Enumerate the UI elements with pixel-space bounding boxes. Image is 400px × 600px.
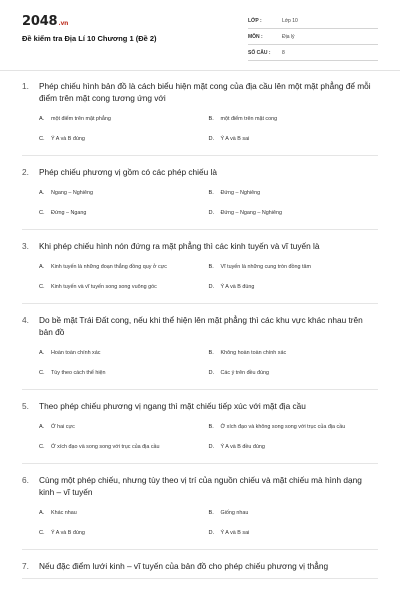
info-row: [248, 29, 378, 45]
option-text: Ý A và B đúng: [51, 136, 85, 142]
option-text: Vĩ tuyến là những cung tròn đồng tâm: [220, 264, 312, 270]
site-logo[interactable]: [22, 14, 68, 29]
question-text: [22, 560, 378, 572]
option-text: một điểm trên mặt cong: [220, 116, 278, 122]
question-item: [22, 400, 378, 464]
option-letter: B.: [208, 510, 214, 516]
option-letter: C.: [39, 136, 45, 142]
option-letter: B.: [208, 116, 214, 122]
question-number: 3.: [22, 241, 29, 251]
option-letter: D.: [208, 210, 215, 216]
answer-option[interactable]: [39, 183, 209, 203]
option-letter: A.: [39, 116, 45, 122]
option-text: Kinh tuyến là những đoạn thẳng đồng quy ở cực: [51, 264, 167, 270]
info-value: Lớp 10: [282, 17, 298, 24]
question-text: [22, 400, 378, 412]
answer-option[interactable]: [209, 277, 379, 297]
question-item: [22, 314, 378, 390]
answer-option[interactable]: [209, 503, 379, 523]
answer-option[interactable]: [209, 437, 379, 457]
option-text: Đứng – Ngang: [51, 210, 87, 216]
option-text: Ý A và B sai: [220, 530, 250, 536]
question-body: Khi phép chiếu hình nón đứng ra mặt phẳng thì các kinh tuyến và vĩ tuyến là: [39, 241, 320, 251]
question-number: 7.: [22, 561, 29, 571]
answer-option[interactable]: [209, 523, 379, 543]
option-letter: C.: [39, 444, 45, 450]
question-body: Phép chiếu phương vị gồm có các phép chiếu là: [39, 167, 217, 177]
answer-option[interactable]: [39, 109, 209, 129]
option-letter: D.: [208, 136, 215, 142]
answer-option[interactable]: [39, 257, 209, 277]
question-text: [22, 166, 378, 178]
option-letter: D.: [208, 444, 215, 450]
question-body: Cùng một phép chiếu, nhưng tùy theo vị trí của nguồn chiếu và mặt chiếu mà hình dạng kinh – vĩ tuyến: [39, 475, 362, 497]
info-label: SỐ CÂU :: [248, 49, 271, 56]
option-letter: B.: [208, 190, 214, 196]
page-title: Đề kiểm tra Địa Lí 10 Chương 1 (Đề 2): [22, 34, 157, 43]
answer-option[interactable]: [209, 109, 379, 129]
option-text: Ý A và B đều đúng: [220, 444, 265, 450]
answer-option[interactable]: [209, 183, 379, 203]
question-item: [22, 166, 378, 230]
question-item: [22, 560, 378, 579]
option-letter: A.: [39, 350, 45, 356]
option-text: Hoàn toàn chính xác: [51, 350, 101, 356]
question-body: Theo phép chiếu phương vị ngang thì mặt chiếu tiếp xúc với mặt địa cầu: [39, 401, 306, 411]
option-letter: A.: [39, 424, 45, 430]
answer-options: [22, 417, 378, 457]
option-text: Ở xích đạo và không song song với trục của địa cầu: [220, 424, 346, 430]
info-row: [248, 13, 378, 29]
answer-option[interactable]: [39, 417, 209, 437]
header-divider: [0, 70, 400, 71]
option-text: Ý A và B sai: [220, 136, 250, 142]
question-number: 2.: [22, 167, 29, 177]
info-value: Địa lý: [282, 33, 295, 40]
option-letter: C.: [39, 210, 45, 216]
header: [0, 0, 400, 68]
answer-option[interactable]: [39, 503, 209, 523]
option-text: Các ý trên đều đúng: [220, 370, 270, 376]
question-body: Nếu đặc điểm lưới kinh – vĩ tuyến của bản đồ cho phép chiếu phương vị thẳng: [39, 561, 329, 571]
option-letter: C.: [39, 370, 45, 376]
answer-option[interactable]: [209, 363, 379, 383]
logo-main: 2048: [22, 14, 58, 29]
answer-option[interactable]: [39, 129, 209, 149]
answer-options: [22, 109, 378, 149]
answer-option[interactable]: [39, 203, 209, 223]
answer-option[interactable]: [209, 257, 379, 277]
option-letter: C.: [39, 530, 45, 536]
option-text: Tùy theo cách thể hiện: [51, 370, 106, 376]
option-text: Ý A và B đúng: [51, 530, 85, 536]
option-letter: A.: [39, 190, 45, 196]
question-number: 1.: [22, 81, 29, 91]
answer-option[interactable]: [209, 129, 379, 149]
option-text: Giống nhau: [220, 510, 249, 516]
question-body: Phép chiếu hình bản đồ là cách biểu hiện mặt cong của địa cầu lên một mặt phẳng để mỗi điểm trên mặt cong tương ứng với: [39, 81, 371, 103]
answer-option[interactable]: [39, 343, 209, 363]
option-text: Không hoàn toàn chính xác: [220, 350, 287, 356]
option-text: Ngang – Nghiêng: [51, 190, 93, 196]
option-letter: B.: [208, 424, 214, 430]
question-item: [22, 474, 378, 550]
option-text: Ở hai cực: [51, 424, 75, 430]
logo-suffix: .vn: [58, 20, 69, 27]
question-text: [22, 314, 378, 338]
info-label: MÔN :: [248, 33, 263, 40]
option-text: Khác nhau: [51, 510, 77, 516]
answer-option[interactable]: [209, 343, 379, 363]
option-text: một điểm trên mặt phẳng: [51, 116, 111, 122]
option-letter: D.: [208, 370, 215, 376]
question-number: 4.: [22, 315, 29, 325]
option-text: Ý A và B đúng: [220, 284, 255, 290]
question-item: [22, 240, 378, 304]
answer-option[interactable]: [209, 203, 379, 223]
question-text: [22, 474, 378, 498]
answer-option[interactable]: [39, 523, 209, 543]
option-letter: B.: [208, 350, 214, 356]
answer-options: [22, 183, 378, 223]
option-letter: A.: [39, 264, 45, 270]
info-value: 8: [282, 49, 285, 56]
question-item: [22, 80, 378, 156]
answer-options: [22, 343, 378, 383]
option-text: Đứng – Ngang – Nghiêng: [220, 210, 282, 216]
question-text: [22, 240, 378, 252]
question-body: Do bề mặt Trái Đất cong, nếu khi thể hiện lên mặt phẳng thì các khu vực khác nhau trên bản đồ: [39, 315, 363, 337]
info-row: [248, 45, 378, 61]
question-list: [22, 80, 378, 589]
option-text: Kinh tuyến và vĩ tuyến song song vuông góc: [51, 284, 157, 290]
answer-option[interactable]: [39, 363, 209, 383]
question-text: [22, 80, 378, 104]
answer-option[interactable]: [39, 437, 209, 457]
info-label: LỚP :: [248, 17, 262, 24]
option-letter: A.: [39, 510, 45, 516]
option-text: Ở xích đạo và song song với trục của địa cầu: [51, 444, 160, 450]
option-letter: D.: [208, 284, 215, 290]
option-letter: D.: [208, 530, 215, 536]
exam-info-panel: [248, 13, 378, 61]
question-number: 5.: [22, 401, 29, 411]
option-letter: B.: [208, 264, 214, 270]
question-number: 6.: [22, 475, 29, 485]
option-text: Đứng – Nghiêng: [220, 190, 261, 196]
answer-option[interactable]: [209, 417, 379, 437]
option-letter: C.: [39, 284, 45, 290]
answer-option[interactable]: [39, 277, 209, 297]
answer-options: [22, 257, 378, 297]
answer-options: [22, 503, 378, 543]
